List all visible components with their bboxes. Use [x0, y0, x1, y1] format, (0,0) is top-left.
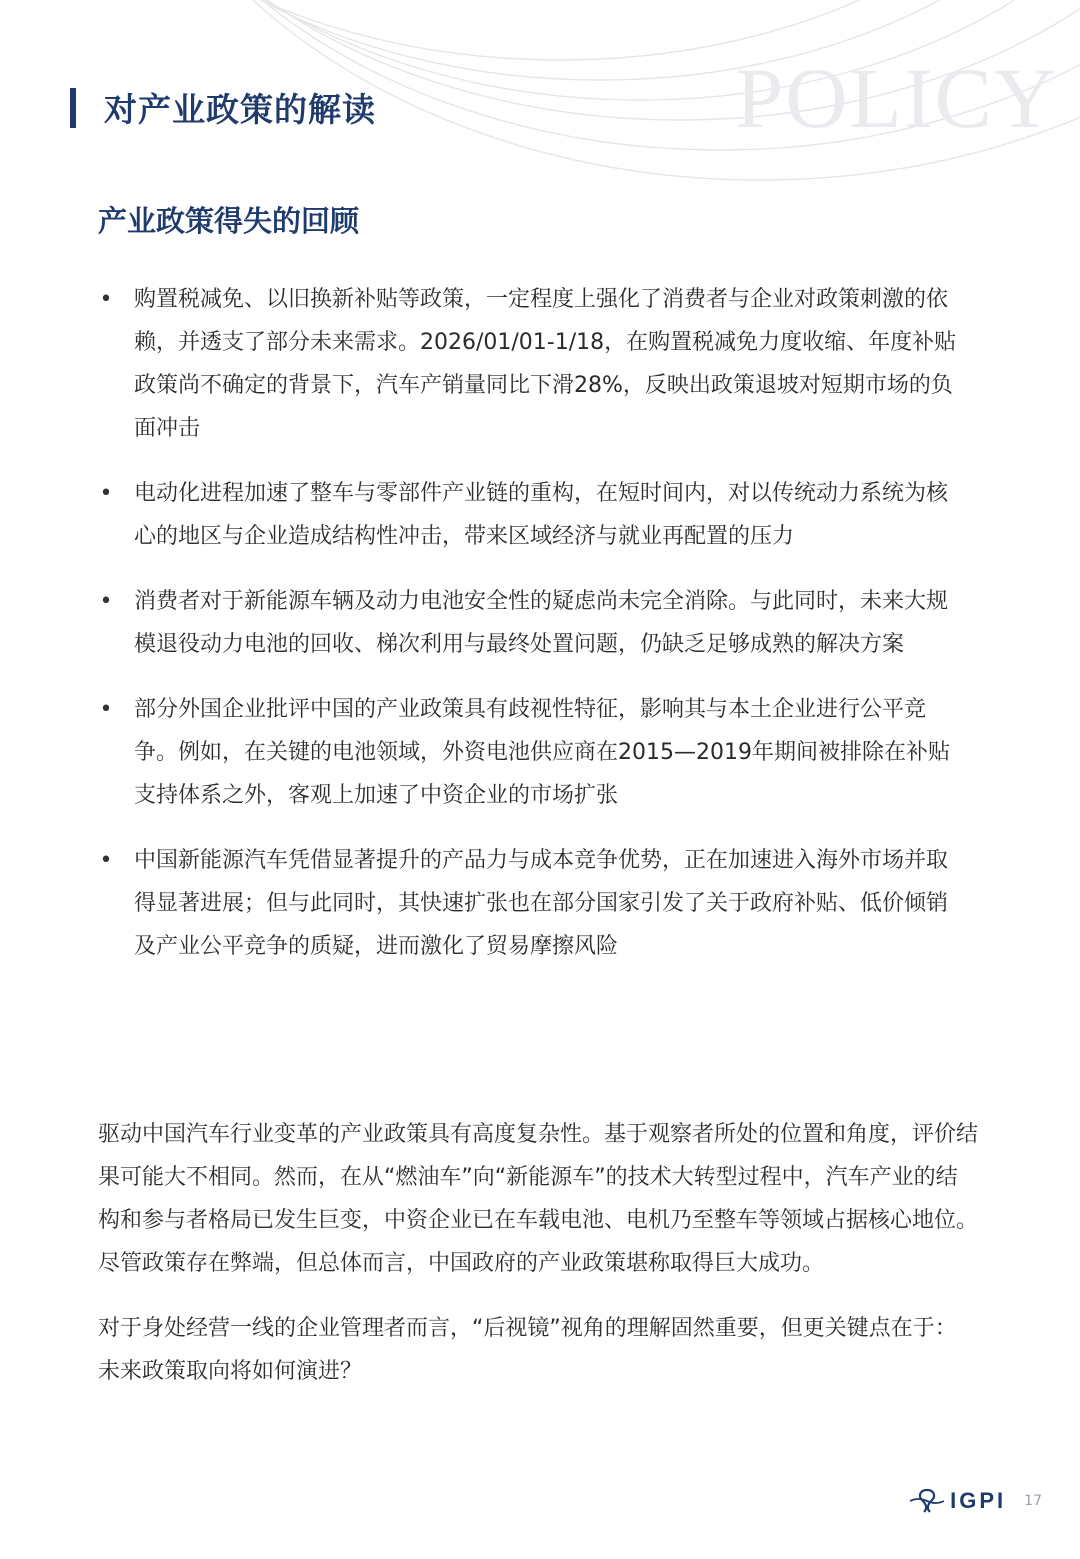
section-header: [70, 84, 376, 131]
title-accent-bar: [70, 88, 76, 128]
bullet-list: [98, 278, 968, 990]
page-footer: [908, 1488, 1042, 1514]
bullet-text: 部分外国企业批评中国的产业政策具有歧视性特征，影响其与本土企业进行公平竞争。例如，在关键的电池领域，外资电池供应商在2015—2019年期间被排除在补贴支持体系之外，客观上加速了中资企业的市场扩张: [134, 697, 950, 808]
bullet-item: [98, 278, 968, 450]
decorative-arcs: [0, 0, 1080, 300]
bullet-item: [98, 580, 968, 666]
bullet-item: [98, 688, 968, 817]
subsection-title: 产业政策得失的回顾: [98, 204, 360, 238]
policy-watermark: POLICY: [735, 50, 1058, 146]
conclusion-section: [98, 1113, 978, 1415]
bullet-text: 电动化进程加速了整车与零部件产业链的重构，在短时间内，对以传统动力系统为核心的地区与企业造成结构性冲击，带来区域经济与就业再配置的压力: [134, 481, 949, 549]
body-paragraph: 对于身处经营一线的企业管理者而言，“后视镜”视角的理解固然重要，但更关键点在于：未来政策取向将如何演进？: [98, 1316, 957, 1384]
page-number: 17: [1024, 1493, 1042, 1509]
igpi-emblem-icon: [908, 1488, 946, 1514]
page-title: 对产业政策的解读: [104, 90, 376, 129]
body-paragraph: 驱动中国汽车行业变革的产业政策具有高度复杂性。基于观察者所处的位置和角度，评价结果可能大不相同。然而，在从“燃油车”向“新能源车”的技术大转型过程中，汽车产业的结构和参与者格局已发生巨变，中资企业已在车载电池、电机乃至整车等领域占据核心地位。尽管政策存在弊端，但总体而言，中国政府的产业政策堪称取得巨大成功。: [98, 1122, 979, 1276]
bullet-dot: •: [99, 287, 113, 312]
bullet-text: 消费者对于新能源车辆及动力电池安全性的疑虑尚未完全消除。与此同时，未来大规模退役动力电池的回收、梯次利用与最终处置问题，仍缺乏足够成熟的解决方案: [134, 589, 949, 657]
bullet-dot: •: [99, 481, 113, 506]
logo-text: IGPI: [950, 1488, 1007, 1513]
bullet-item: [98, 472, 968, 558]
bullet-text: 购置税减免、以旧换新补贴等政策，一定程度上强化了消费者与企业对政策刺激的依赖，并透支了部分未来需求。2026/01/01-1/18，在购置税减免力度收缩、年度补贴政策尚不确定的背景下，汽车产销量同比下滑28%，反映出政策退坡对短期市场的负面冲击: [134, 287, 957, 441]
bullet-item: [98, 839, 968, 968]
bullet-dot: •: [99, 589, 113, 614]
bullet-dot: •: [99, 697, 113, 722]
igpi-logo: [908, 1488, 1006, 1514]
bullet-dot: •: [99, 848, 113, 873]
bullet-text: 中国新能源汽车凭借显著提升的产品力与成本竞争优势，正在加速进入海外市场并取得显著进展；但与此同时，其快速扩张也在部分国家引发了关于政府补贴、低价倾销及产业公平竞争的质疑，进而激化了贸易摩擦风险: [134, 848, 949, 959]
